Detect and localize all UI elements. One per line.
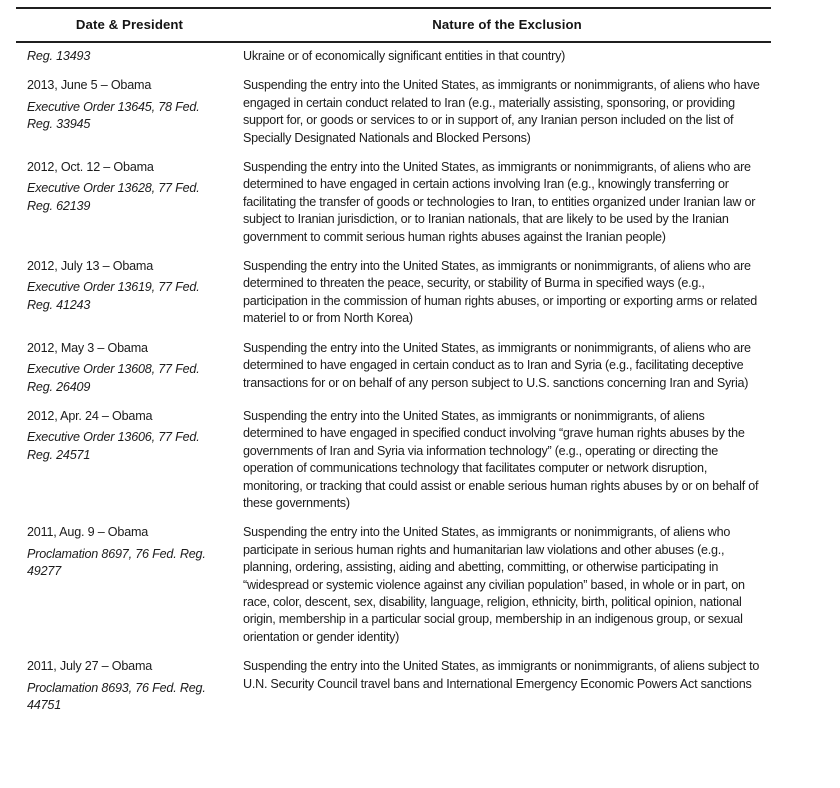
- table-row: [16, 253, 771, 335]
- row-citation: Executive Order 13628, 77 Fed. Reg. 62139: [27, 181, 200, 213]
- exclusion-description: Suspending the entry into the United States, as immigrants or nonimmigrants, of aliens determined to have engaged in specified conduct involving “grave human rights abuses by the governments of Iran and Syria via information technology” (e.g., operating or directing the operation of communications technology that facilitates computer or network disruption, monitoring, or tracking that could assist or enable serious human rights abuses by or on behalf of these governments): [243, 408, 759, 510]
- table-row: [16, 403, 771, 519]
- row-date: 2012, Apr. 24 – Obama: [27, 408, 153, 423]
- row-date: 2013, June 5 – Obama: [27, 78, 152, 93]
- row-citation: Executive Order 13606, 77 Fed. Reg. 24571: [27, 430, 200, 462]
- row-date: 2012, Oct. 12 – Obama: [27, 160, 154, 175]
- column-header-nature-of-exclusion: Nature of the Exclusion: [432, 17, 582, 32]
- row-citation: Executive Order 13608, 77 Fed. Reg. 26409: [27, 362, 200, 394]
- exclusion-description: Suspending the entry into the United States, as immigrants or nonimmigrants, of aliens who are determined to threaten the peace, security, or stability of Burma in specified ways (e.g., participation in the commission of human rights abuses, or importing or exporting arms or related materiel to or from North Korea): [243, 259, 758, 326]
- date-president-cell: [16, 408, 243, 512]
- table-row: [16, 335, 771, 403]
- row-citation: Reg. 13493: [27, 49, 91, 63]
- row-date: 2012, May 3 – Obama: [27, 340, 148, 355]
- presidential-exclusions-table: [16, 7, 771, 721]
- table-header-row: [16, 9, 771, 41]
- date-president-cell: [16, 340, 243, 396]
- date-president-cell: [16, 77, 243, 147]
- exclusion-description: Suspending the entry into the United States, as immigrants or nonimmigrants, of aliens who have engaged in certain conduct related to Iran (e.g., materially assisting, sponsoring, or providing support for, or goods or services to or in support of, any Iranian person included on the list of Specially Designated Nationals and Blocked Persons): [243, 78, 760, 145]
- table-body: [16, 43, 771, 721]
- table-row: [16, 72, 771, 154]
- column-header-date-president: Date & President: [75, 17, 184, 32]
- exclusion-description: Ukraine or of economically significant entities in that country): [243, 49, 566, 63]
- date-president-cell: [16, 159, 243, 246]
- table-row: [16, 653, 771, 721]
- date-president-cell: [16, 524, 243, 646]
- row-citation: Proclamation 8693, 76 Fed. Reg. 44751: [27, 680, 206, 712]
- exclusion-description: Suspending the entry into the United States, as immigrants or nonimmigrants, of aliens who participate in serious human rights and humanitarian law violations and other abuses (e.g., planning, ordering, assisting, aiding and abetting, committing, or otherwise participating in “widespread or systemic violence against any civilian population” based, in whole or in part, on race, color, descent, sex, disability, language, religion, ethnicity, birth, political opinion, national origin, membership in a particular social group, membership in an indigenous group, or sexual orientation or gender identity): [243, 525, 745, 644]
- row-citation: Executive Order 13619, 77 Fed. Reg. 41243: [27, 280, 200, 312]
- row-citation: Executive Order 13645, 78 Fed. Reg. 33945: [27, 99, 200, 132]
- table-row: [16, 519, 771, 653]
- date-president-cell: [16, 658, 243, 714]
- date-president-cell: [16, 48, 243, 65]
- table-row: [16, 43, 771, 72]
- exclusion-description: Suspending the entry into the United States, as immigrants or nonimmigrants, of aliens subject to U.N. Security Council travel bans and International Emergency Economic Powers Act sanctions: [243, 659, 760, 691]
- row-date: 2011, July 27 – Obama: [27, 659, 153, 674]
- table-row: [16, 154, 771, 253]
- exclusion-description: Suspending the entry into the United States, as immigrants or nonimmigrants, of aliens who are determined to have engaged in certain actions involving Iran (e.g., knowingly transferring or facilitating the transfer of goods or technologies to Iran, to entities organized under Iranian law or subject to Iranian jurisdiction, or to Iranian nationals, that are likely to be used by the Iranian government to commit serious human rights abuses against the Iranian people): [243, 160, 756, 244]
- row-date: 2012, July 13 – Obama: [27, 259, 154, 274]
- row-date: 2011, Aug. 9 – Obama: [27, 525, 149, 540]
- date-president-cell: [16, 258, 243, 328]
- exclusion-description: Suspending the entry into the United States, as immigrants or nonimmigrants, of aliens who are determined to have engaged in certain conduct as to Iran and Syria (e.g., facilitating deceptive transactions for or on behalf of any person subject to U.S. sanctions concerning Iran and Syria): [243, 340, 751, 390]
- row-citation: Proclamation 8697, 76 Fed. Reg. 49277: [27, 546, 206, 579]
